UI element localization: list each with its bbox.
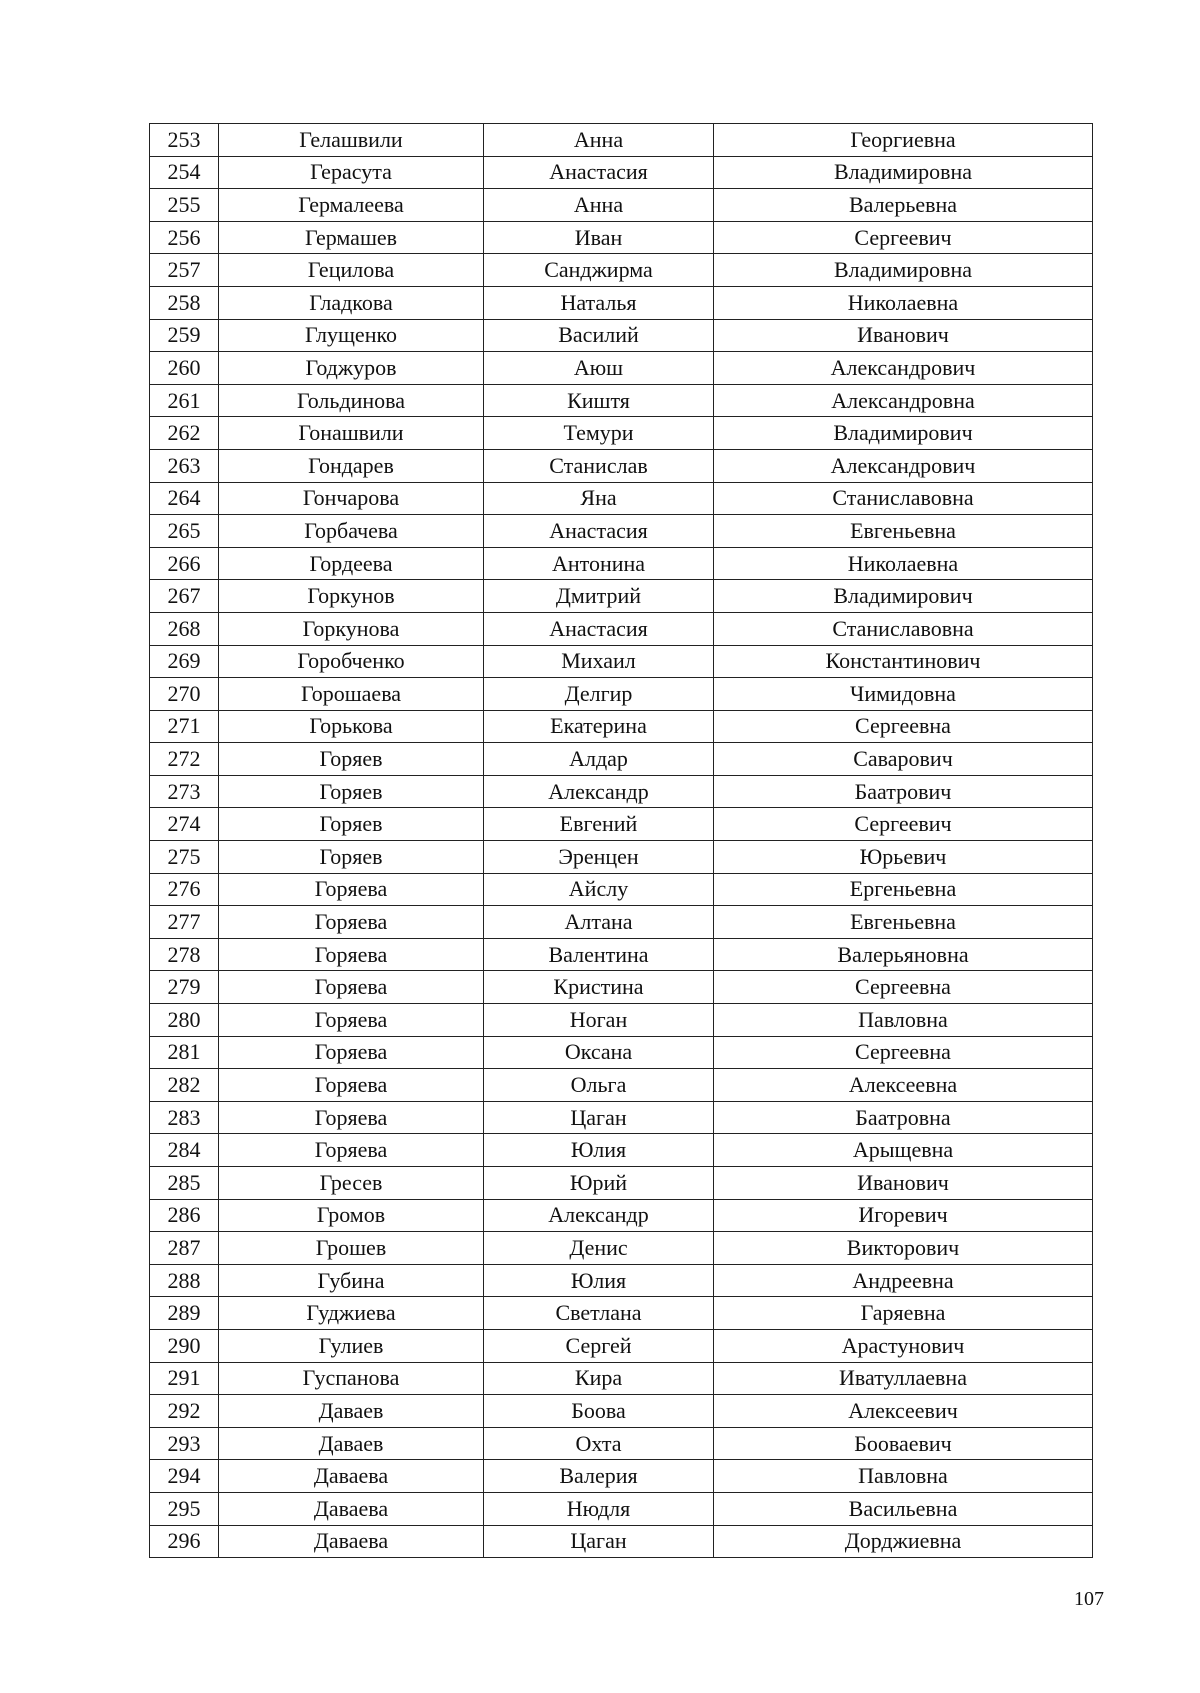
last-name-cell: Горяева	[219, 1004, 484, 1037]
patronymic-cell: Константинович	[714, 645, 1093, 678]
patronymic-cell: Алексеевна	[714, 1069, 1093, 1102]
first-name-cell: Ольга	[484, 1069, 714, 1102]
first-name-cell: Алдар	[484, 743, 714, 776]
patronymic-cell: Гаряевна	[714, 1297, 1093, 1330]
table-row	[150, 352, 1093, 385]
last-name-cell: Горяева	[219, 938, 484, 971]
last-name-cell: Гладкова	[219, 286, 484, 319]
row-number-cell: 281	[150, 1036, 219, 1069]
first-name-cell: Яна	[484, 482, 714, 515]
first-name-cell: Анна	[484, 124, 714, 157]
first-name-cell: Дмитрий	[484, 580, 714, 613]
patronymic-cell: Баатровна	[714, 1101, 1093, 1134]
row-number-cell: 253	[150, 124, 219, 157]
last-name-cell: Гулиев	[219, 1329, 484, 1362]
first-name-cell: Кристина	[484, 971, 714, 1004]
patronymic-cell: Павловна	[714, 1460, 1093, 1493]
row-number-cell: 280	[150, 1004, 219, 1037]
name-list-body	[150, 124, 1093, 1558]
first-name-cell: Иван	[484, 221, 714, 254]
last-name-cell: Горькова	[219, 710, 484, 743]
row-number-cell: 285	[150, 1167, 219, 1200]
last-name-cell: Горбачева	[219, 515, 484, 548]
first-name-cell: Боова	[484, 1395, 714, 1428]
last-name-cell: Горкунова	[219, 612, 484, 645]
row-number-cell: 266	[150, 547, 219, 580]
patronymic-cell: Сергеевич	[714, 221, 1093, 254]
first-name-cell: Светлана	[484, 1297, 714, 1330]
row-number-cell: 275	[150, 841, 219, 874]
row-number-cell: 272	[150, 743, 219, 776]
patronymic-cell: Дорджиевна	[714, 1525, 1093, 1558]
row-number-cell: 283	[150, 1101, 219, 1134]
patronymic-cell: Иванович	[714, 1167, 1093, 1200]
patronymic-cell: Баатрович	[714, 775, 1093, 808]
row-number-cell: 268	[150, 612, 219, 645]
first-name-cell: Александр	[484, 1199, 714, 1232]
last-name-cell: Гончарова	[219, 482, 484, 515]
first-name-cell: Аюш	[484, 352, 714, 385]
first-name-cell: Цаган	[484, 1101, 714, 1134]
first-name-cell: Цаган	[484, 1525, 714, 1558]
row-number-cell: 295	[150, 1492, 219, 1525]
last-name-cell: Гуспанова	[219, 1362, 484, 1395]
patronymic-cell: Сергеевич	[714, 808, 1093, 841]
last-name-cell: Горяева	[219, 1036, 484, 1069]
first-name-cell: Валерия	[484, 1460, 714, 1493]
table-row	[150, 189, 1093, 222]
last-name-cell: Гецилова	[219, 254, 484, 287]
patronymic-cell: Васильевна	[714, 1492, 1093, 1525]
table-row	[150, 482, 1093, 515]
table-row	[150, 612, 1093, 645]
patronymic-cell: Игоревич	[714, 1199, 1093, 1232]
table-row	[150, 384, 1093, 417]
row-number-cell: 264	[150, 482, 219, 515]
row-number-cell: 277	[150, 906, 219, 939]
last-name-cell: Горяев	[219, 808, 484, 841]
last-name-cell: Грошев	[219, 1232, 484, 1265]
last-name-cell: Годжуров	[219, 352, 484, 385]
table-row	[150, 156, 1093, 189]
row-number-cell: 284	[150, 1134, 219, 1167]
row-number-cell: 274	[150, 808, 219, 841]
first-name-cell: Анастасия	[484, 515, 714, 548]
table-row	[150, 971, 1093, 1004]
last-name-cell: Горяева	[219, 1134, 484, 1167]
table-row	[150, 710, 1093, 743]
table-row	[150, 1460, 1093, 1493]
first-name-cell: Санджирма	[484, 254, 714, 287]
first-name-cell: Сергей	[484, 1329, 714, 1362]
row-number-cell: 259	[150, 319, 219, 352]
row-number-cell: 278	[150, 938, 219, 971]
table-row	[150, 873, 1093, 906]
patronymic-cell: Арыщевна	[714, 1134, 1093, 1167]
patronymic-cell: Георгиевна	[714, 124, 1093, 157]
row-number-cell: 265	[150, 515, 219, 548]
table-row	[150, 580, 1093, 613]
patronymic-cell: Александрович	[714, 352, 1093, 385]
table-row	[150, 775, 1093, 808]
table-row	[150, 547, 1093, 580]
table-row	[150, 515, 1093, 548]
patronymic-cell: Валерьяновна	[714, 938, 1093, 971]
row-number-cell: 276	[150, 873, 219, 906]
patronymic-cell: Станиславовна	[714, 482, 1093, 515]
last-name-cell: Гермалеева	[219, 189, 484, 222]
table-row	[150, 808, 1093, 841]
last-name-cell: Горяева	[219, 971, 484, 1004]
row-number-cell: 286	[150, 1199, 219, 1232]
last-name-cell: Даваев	[219, 1395, 484, 1428]
table-row	[150, 1264, 1093, 1297]
last-name-cell: Горобченко	[219, 645, 484, 678]
patronymic-cell: Николаевна	[714, 286, 1093, 319]
patronymic-cell: Иванович	[714, 319, 1093, 352]
first-name-cell: Екатерина	[484, 710, 714, 743]
patronymic-cell: Викторович	[714, 1232, 1093, 1265]
row-number-cell: 263	[150, 449, 219, 482]
row-number-cell: 294	[150, 1460, 219, 1493]
row-number-cell: 269	[150, 645, 219, 678]
first-name-cell: Михаил	[484, 645, 714, 678]
patronymic-cell: Саварович	[714, 743, 1093, 776]
table-row	[150, 1329, 1093, 1362]
patronymic-cell: Евгеньевна	[714, 515, 1093, 548]
table-row	[150, 1199, 1093, 1232]
first-name-cell: Делгир	[484, 678, 714, 711]
patronymic-cell: Чимидовна	[714, 678, 1093, 711]
patronymic-cell: Владимировна	[714, 156, 1093, 189]
table-row	[150, 645, 1093, 678]
table-row	[150, 1427, 1093, 1460]
row-number-cell: 291	[150, 1362, 219, 1395]
first-name-cell: Анастасия	[484, 156, 714, 189]
row-number-cell: 279	[150, 971, 219, 1004]
patronymic-cell: Бооваевич	[714, 1427, 1093, 1460]
patronymic-cell: Иватуллаевна	[714, 1362, 1093, 1395]
first-name-cell: Валентина	[484, 938, 714, 971]
page-number: 107	[1074, 1588, 1104, 1610]
last-name-cell: Гресев	[219, 1167, 484, 1200]
row-number-cell: 262	[150, 417, 219, 450]
last-name-cell: Даваева	[219, 1492, 484, 1525]
row-number-cell: 261	[150, 384, 219, 417]
last-name-cell: Герасута	[219, 156, 484, 189]
first-name-cell: Александр	[484, 775, 714, 808]
row-number-cell: 290	[150, 1329, 219, 1362]
table-row	[150, 1232, 1093, 1265]
last-name-cell: Даваев	[219, 1427, 484, 1460]
row-number-cell: 287	[150, 1232, 219, 1265]
first-name-cell: Станислав	[484, 449, 714, 482]
table-row	[150, 938, 1093, 971]
table-row	[150, 286, 1093, 319]
patronymic-cell: Юрьевич	[714, 841, 1093, 874]
first-name-cell: Наталья	[484, 286, 714, 319]
patronymic-cell: Александрович	[714, 449, 1093, 482]
row-number-cell: 270	[150, 678, 219, 711]
table-row	[150, 221, 1093, 254]
row-number-cell: 288	[150, 1264, 219, 1297]
patronymic-cell: Сергеевна	[714, 710, 1093, 743]
table-row	[150, 449, 1093, 482]
last-name-cell: Горяева	[219, 873, 484, 906]
first-name-cell: Айслу	[484, 873, 714, 906]
patronymic-cell: Владимирович	[714, 417, 1093, 450]
last-name-cell: Горяева	[219, 906, 484, 939]
table-row	[150, 1069, 1093, 1102]
last-name-cell: Гордеева	[219, 547, 484, 580]
first-name-cell: Оксана	[484, 1036, 714, 1069]
table-row	[150, 1036, 1093, 1069]
row-number-cell: 271	[150, 710, 219, 743]
first-name-cell: Алтана	[484, 906, 714, 939]
row-number-cell: 293	[150, 1427, 219, 1460]
table-row	[150, 1362, 1093, 1395]
row-number-cell: 292	[150, 1395, 219, 1428]
first-name-cell: Анастасия	[484, 612, 714, 645]
row-number-cell: 296	[150, 1525, 219, 1558]
last-name-cell: Горкунов	[219, 580, 484, 613]
table-row	[150, 1492, 1093, 1525]
last-name-cell: Горяев	[219, 743, 484, 776]
table-row	[150, 1004, 1093, 1037]
last-name-cell: Горяева	[219, 1101, 484, 1134]
row-number-cell: 282	[150, 1069, 219, 1102]
table-row	[150, 1134, 1093, 1167]
row-number-cell: 258	[150, 286, 219, 319]
last-name-cell: Горяев	[219, 841, 484, 874]
first-name-cell: Ноган	[484, 1004, 714, 1037]
first-name-cell: Юлия	[484, 1134, 714, 1167]
table-row	[150, 678, 1093, 711]
patronymic-cell: Валерьевна	[714, 189, 1093, 222]
patronymic-cell: Ергеньевна	[714, 873, 1093, 906]
first-name-cell: Кира	[484, 1362, 714, 1395]
patronymic-cell: Сергеевна	[714, 971, 1093, 1004]
table-row	[150, 906, 1093, 939]
row-number-cell: 260	[150, 352, 219, 385]
table-row	[150, 841, 1093, 874]
row-number-cell: 255	[150, 189, 219, 222]
table-row	[150, 1101, 1093, 1134]
row-number-cell: 256	[150, 221, 219, 254]
patronymic-cell: Арастунович	[714, 1329, 1093, 1362]
patronymic-cell: Сергеевна	[714, 1036, 1093, 1069]
table-row	[150, 743, 1093, 776]
first-name-cell: Эренцен	[484, 841, 714, 874]
table-row	[150, 254, 1093, 287]
last-name-cell: Губина	[219, 1264, 484, 1297]
table-row	[150, 1167, 1093, 1200]
table-row	[150, 1525, 1093, 1558]
patronymic-cell: Андреевна	[714, 1264, 1093, 1297]
last-name-cell: Гонашвили	[219, 417, 484, 450]
first-name-cell: Денис	[484, 1232, 714, 1265]
patronymic-cell: Евгеньевна	[714, 906, 1093, 939]
first-name-cell: Киштя	[484, 384, 714, 417]
row-number-cell: 267	[150, 580, 219, 613]
row-number-cell: 273	[150, 775, 219, 808]
first-name-cell: Антонина	[484, 547, 714, 580]
row-number-cell: 254	[150, 156, 219, 189]
patronymic-cell: Александровна	[714, 384, 1093, 417]
first-name-cell: Охта	[484, 1427, 714, 1460]
first-name-cell: Юлия	[484, 1264, 714, 1297]
row-number-cell: 289	[150, 1297, 219, 1330]
table-row	[150, 1395, 1093, 1428]
patronymic-cell: Владимировна	[714, 254, 1093, 287]
last-name-cell: Гермашев	[219, 221, 484, 254]
last-name-cell: Гольдинова	[219, 384, 484, 417]
patronymic-cell: Владимирович	[714, 580, 1093, 613]
table-row	[150, 319, 1093, 352]
first-name-cell: Василий	[484, 319, 714, 352]
first-name-cell: Нюдля	[484, 1492, 714, 1525]
last-name-cell: Громов	[219, 1199, 484, 1232]
first-name-cell: Анна	[484, 189, 714, 222]
last-name-cell: Даваева	[219, 1525, 484, 1558]
patronymic-cell: Станиславовна	[714, 612, 1093, 645]
table-row	[150, 1297, 1093, 1330]
last-name-cell: Гелашвили	[219, 124, 484, 157]
table-row	[150, 124, 1093, 157]
last-name-cell: Даваева	[219, 1460, 484, 1493]
first-name-cell: Юрий	[484, 1167, 714, 1200]
row-number-cell: 257	[150, 254, 219, 287]
patronymic-cell: Алексеевич	[714, 1395, 1093, 1428]
last-name-cell: Гуджиева	[219, 1297, 484, 1330]
last-name-cell: Горяева	[219, 1069, 484, 1102]
last-name-cell: Глущенко	[219, 319, 484, 352]
last-name-cell: Горяев	[219, 775, 484, 808]
last-name-cell: Горошаева	[219, 678, 484, 711]
table-row	[150, 417, 1093, 450]
patronymic-cell: Николаевна	[714, 547, 1093, 580]
name-list-table	[149, 123, 1093, 1558]
patronymic-cell: Павловна	[714, 1004, 1093, 1037]
last-name-cell: Гондарев	[219, 449, 484, 482]
first-name-cell: Темури	[484, 417, 714, 450]
first-name-cell: Евгений	[484, 808, 714, 841]
